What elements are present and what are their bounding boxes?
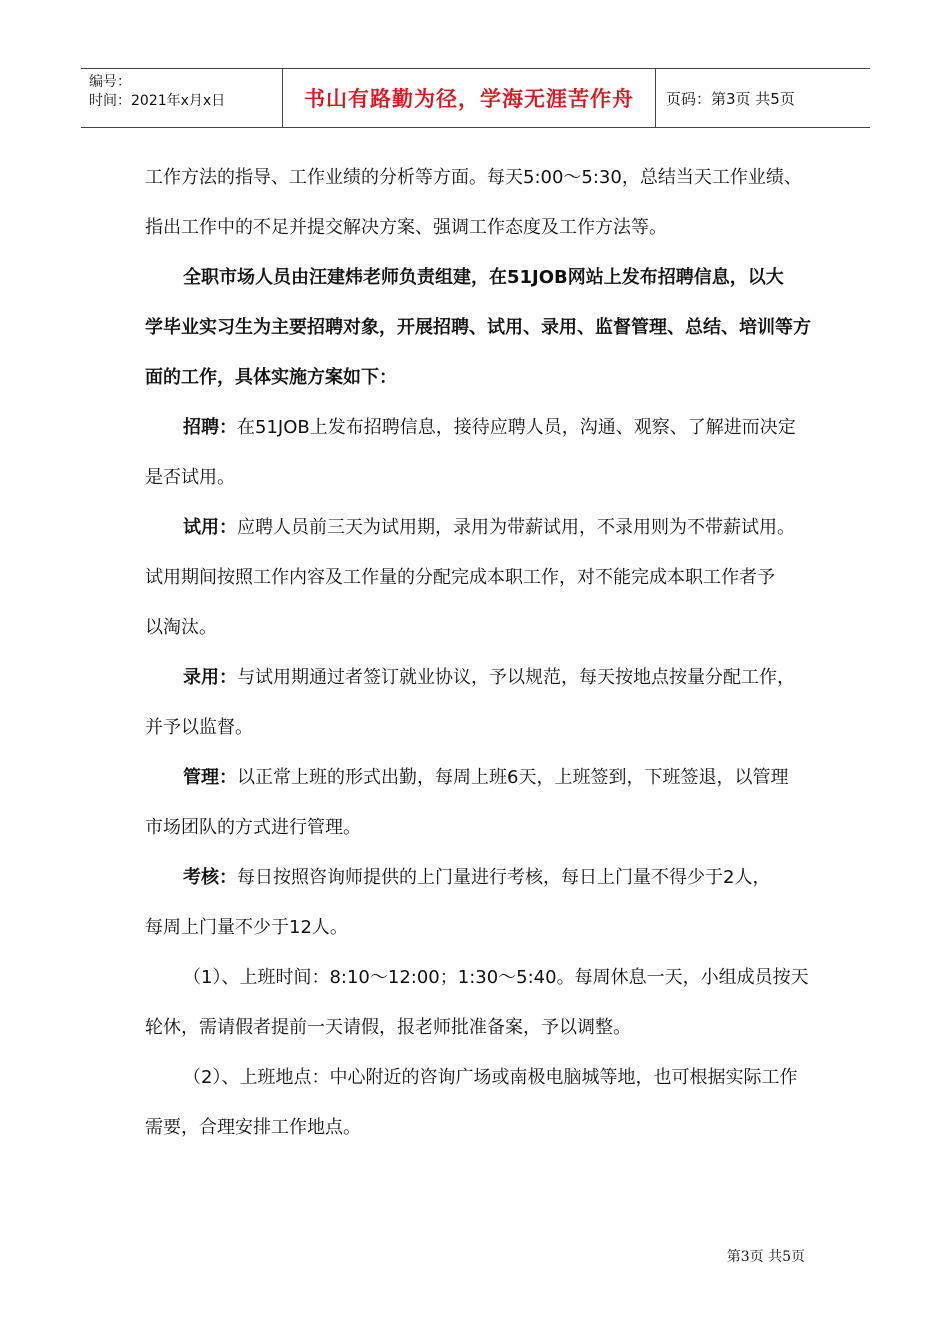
text-span: 以正常上班的形式出勤，每周上班6天，上班签到，下班签退，以管理 bbox=[237, 767, 789, 788]
header-motto: 书山有路勤为径，学海无涯苦作舟 bbox=[282, 69, 656, 127]
text-line bbox=[145, 753, 810, 803]
text-line: 以淘汰。 bbox=[145, 617, 217, 638]
time-label: 时间：2021年x月x日 bbox=[89, 93, 226, 109]
text-span: 每日按照咨询师提供的上门量进行考核，每日上门量不得少于2人， bbox=[237, 867, 771, 888]
text-line: （1）、上班时间：8:10～12:00；1:30～5:40。每周休息一天，小组成员按天 bbox=[183, 967, 809, 988]
text-line bbox=[145, 853, 810, 903]
term-hire: 录用： bbox=[183, 667, 237, 688]
text-line: 学毕业实习生为主要招聘对象，开展招聘、试用、录用、监督管理、总结、培训等方 bbox=[145, 317, 811, 338]
text-line bbox=[145, 653, 810, 703]
term-trial: 试用： bbox=[183, 517, 237, 538]
page-header bbox=[81, 68, 870, 128]
text-line: 是否试用。 bbox=[145, 467, 235, 488]
text-line bbox=[145, 403, 810, 453]
page-footer-number: 第3页 共5页 bbox=[726, 1249, 805, 1265]
text-line: 每周上门量不少于12人。 bbox=[145, 917, 348, 938]
text-line: 试用期间按照工作内容及工作量的分配完成本职工作，对不能完成本职工作者予 bbox=[145, 567, 775, 588]
document-body bbox=[145, 153, 810, 1153]
number-label: 编号： bbox=[89, 74, 131, 90]
paragraph-item-1 bbox=[145, 953, 810, 1053]
paragraph-assess bbox=[145, 853, 810, 953]
text-span: 在51JOB上发布招聘信息，接待应聘人员，沟通、观察、了解进而决定 bbox=[237, 417, 796, 438]
text-line: 轮休，需请假者提前一天请假，报老师批准备案，予以调整。 bbox=[145, 1017, 631, 1038]
text-span: 应聘人员前三天为试用期，录用为带薪试用，不录用则为不带薪试用。 bbox=[237, 517, 795, 538]
text-line: 工作方法的指导、工作业绩的分析等方面。每天5:00～5:30，总结当天工作业绩、 bbox=[145, 167, 802, 188]
term-manage: 管理： bbox=[183, 767, 237, 788]
text-line: 并予以监督。 bbox=[145, 717, 253, 738]
text-line: 需要，合理安排工作地点。 bbox=[145, 1117, 361, 1138]
text-line: 全职市场人员由汪建炜老师负责组建，在51JOB网站上发布招聘信息，以大 bbox=[183, 267, 784, 288]
paragraph-hire bbox=[145, 653, 810, 753]
text-line: 市场团队的方式进行管理。 bbox=[145, 817, 361, 838]
paragraph-1 bbox=[145, 153, 810, 253]
paragraph-2 bbox=[145, 253, 810, 403]
text-line: 面的工作，具体实施方案如下： bbox=[145, 367, 397, 388]
paragraph-recruit bbox=[145, 403, 810, 503]
text-span: 与试用期通过者签订就业协议，予以规范，每天按地点按量分配工作， bbox=[237, 667, 795, 688]
text-line: （2）、上班地点：中心附近的咨询广场或南极电脑城等地，也可根据实际工作 bbox=[183, 1067, 798, 1088]
header-page-info: 页码：第3页 共5页 bbox=[666, 89, 795, 108]
paragraph-trial bbox=[145, 503, 810, 653]
paragraph-item-2 bbox=[145, 1053, 810, 1153]
paragraph-manage bbox=[145, 753, 810, 853]
text-line: 指出工作中的不足并提交解决方案、强调工作态度及工作方法等。 bbox=[145, 217, 667, 238]
term-assess: 考核： bbox=[183, 867, 237, 888]
term-recruit: 招聘： bbox=[183, 417, 237, 438]
text-line bbox=[145, 503, 810, 553]
header-meta bbox=[81, 69, 282, 127]
